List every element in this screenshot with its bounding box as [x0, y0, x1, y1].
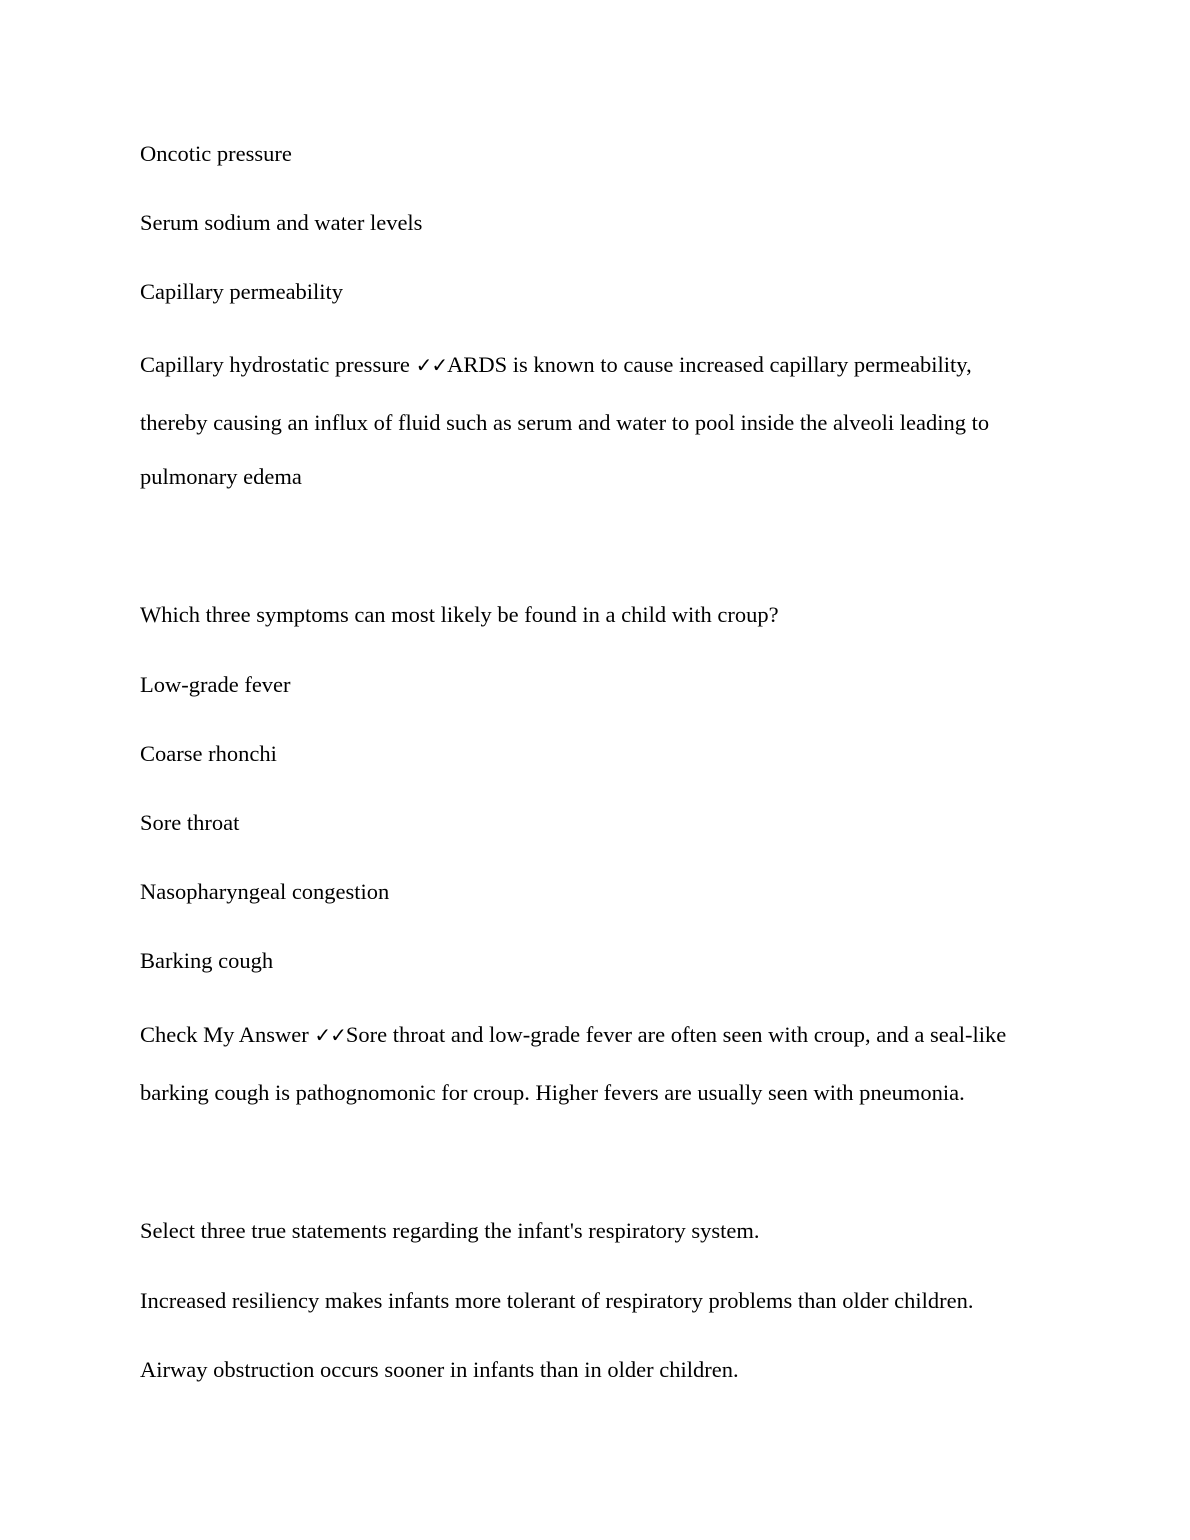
- check-mark-icon: ✓✓: [314, 1023, 346, 1047]
- q2-check-label: Check My Answer: [140, 1022, 309, 1047]
- q2-option-congestion: Nasopharyngeal congestion: [140, 879, 390, 904]
- q2-answer-line-1: [140, 1021, 1060, 1049]
- check-mark-icon: ✓✓: [415, 353, 448, 377]
- q2-option-fever: Low-grade fever: [140, 672, 291, 697]
- q3-option-resiliency: Increased resiliency makes infants more tolerant of respiratory problems than older children.: [140, 1288, 974, 1313]
- q3-option-obstruction: Airway obstruction occurs sooner in infants than in older children.: [140, 1357, 739, 1382]
- q1-option-hydrostatic: Capillary hydrostatic pressure: [140, 352, 410, 377]
- q1-answer-line-2: thereby causing an influx of fluid such as serum and water to pool inside the alveoli leading to: [140, 410, 990, 435]
- q1-answer-line-3: pulmonary edema: [140, 464, 302, 489]
- q2-prompt: Which three symptoms can most likely be found in a child with croup?: [140, 602, 779, 627]
- q2-answer-line-2: barking cough is pathognomonic for croup. Higher fevers are usually seen with pneumonia.: [140, 1080, 965, 1105]
- q1-option-oncotic: Oncotic pressure: [140, 141, 292, 166]
- q1-option-permeability: Capillary permeability: [140, 279, 344, 304]
- q2-option-sore-throat: Sore throat: [140, 810, 240, 835]
- q1-answer-line-1: [140, 351, 1060, 379]
- q3-prompt: Select three true statements regarding the infant's respiratory system.: [140, 1218, 760, 1243]
- q2-answer-text: Sore throat and low-grade fever are often seen with croup, and a seal-like: [345, 1022, 1007, 1047]
- q2-option-rhonchi: Coarse rhonchi: [140, 741, 277, 766]
- q2-option-barking: Barking cough: [140, 948, 274, 973]
- q1-option-serum: Serum sodium and water levels: [140, 210, 423, 235]
- q1-answer-text: ARDS is known to cause increased capillary permeability,: [447, 352, 972, 377]
